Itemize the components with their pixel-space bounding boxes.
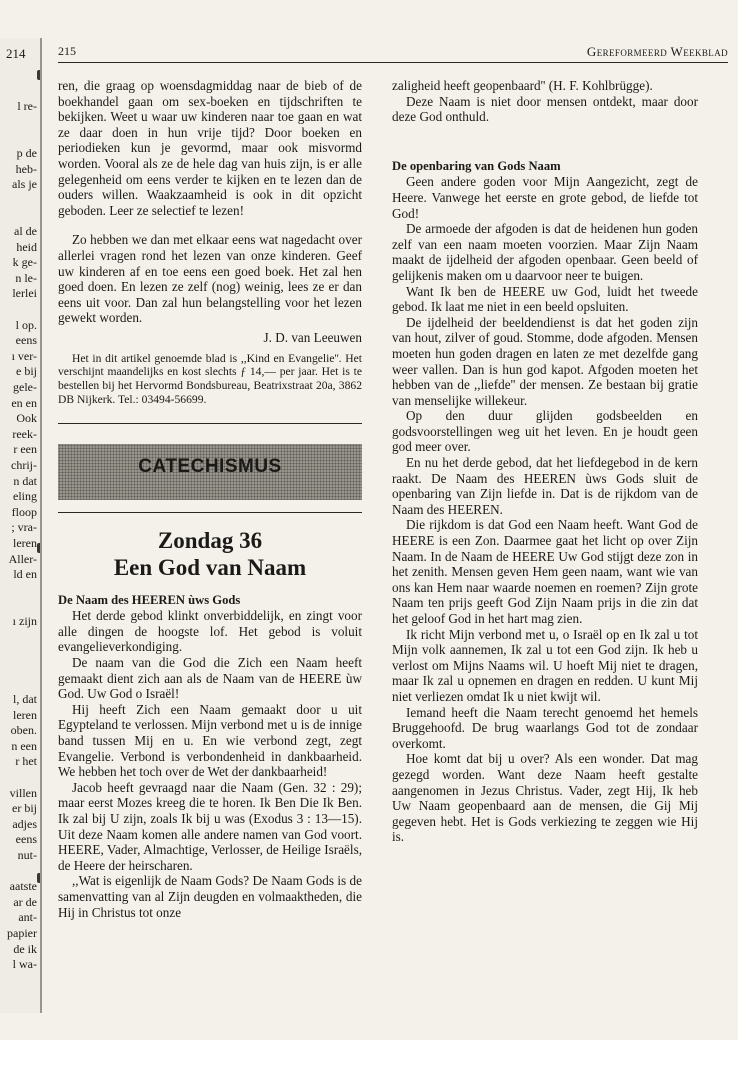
page-header — [58, 44, 728, 63]
article-paragraph: De ijdelheid der beeldendienst is dat het goden zijn van hout, zilver of goud. Stomme, dode afgoden. Mensen moeten hun goden dragen en laten ze met dezelfde gang weer vallen. Dan is hun god kapot. Afgoden moeten het hebben van de ,,liefde'' der mensen. Ze bestaan bij gratie van menselijke willekeur. — [392, 314, 698, 408]
article-paragraph: Geen andere goden voor Mijn Aangezicht, zegt de Heere. Vanwege het eerste en grote gebod, de liefde tot God! — [392, 174, 698, 221]
previous-page-fragment: l, dat — [13, 692, 37, 706]
previous-page-fragment: ; vra- — [11, 520, 37, 535]
previous-page-fragment: eens — [15, 333, 37, 348]
previous-page-fragment: r een — [13, 442, 37, 457]
previous-page-fragment: er bij — [12, 801, 37, 816]
previous-page-fragment: adjes — [12, 816, 37, 831]
previous-page-fragment: heb- — [15, 161, 37, 176]
previous-page-fragment: l re- — [17, 99, 37, 114]
article-paragraph: Zo hebben we dan met elkaar eens wat nagedacht over allerlei vragen rond het lezen van onze kinderen. Geef uw kinderen af en toe eens een goed boek. Het zal hen goed doen. En lezen ze zelf (nog) weinig, lees ze er dan eens uit voor. Dan zal hun belangstelling voor het lezen gewekt worden. — [58, 232, 362, 326]
previous-page-fragment: r het — [15, 754, 37, 769]
article-paragraph: Ik richt Mijn verbond met u, o Israël op en Ik zal u tot Mijn volk aannemen, Ik zal u tot een God zijn. Ik heb u verlost om Mijns Naams wil. U hoeft Mij niet te dragen, maar Ik zal u opnemen en dragen en redden. U kunt Mij niet verliezen omdat Ik u niet kwijt wil. — [392, 626, 698, 704]
article-paragraph: Die rijkdom is dat God een Naam heeft. Want God de HEERE is een Zon. Daarmee gaat het licht op over Zijn Naam. In de Naam de HEERE Uw God stijgt deze zon in het zenith. Mensen geven Hem geen naam, want wie van ons kan Hem naar waarde noemen en roemen? Zijn grote Naam ten prijs geeft God Zijn Naam prijs in die zin dat het geloof God in het hart mag zien. — [392, 517, 698, 626]
previous-page-fragment: heid — [16, 239, 37, 254]
previous-page-fragment: Ook — [16, 411, 37, 426]
previous-page-fragment: Aller- — [8, 551, 37, 566]
article-paragraph: Iemand heeft die Naam terecht genoemd het hemels Bruggehoofd. De brug waarlangs God tot de zondaar overkomt. — [392, 704, 698, 751]
article-paragraph: ren, die graag op woensdagmiddag naar de bieb of de boekhandel gaan om sex-boeken en tijdschriften te bekijken. Weet u waar uw kinderen naar toe gaan en wat ze daar doen in hun vrije tijd? Door boeken en periodieken kun je gevormd, maar ook misvormd worden. Vooral als ze de hele dag van huis zijn, is er alle gelegenheid om eens verder te kijken en te lezen dan de ouders willen. Waakzaamheid is ook in dit opzicht geboden. Leer ze selectief te lezen! — [58, 78, 362, 218]
right-column — [392, 78, 698, 845]
previous-page-number: 214 — [6, 46, 26, 61]
footnote: Het in dit artikel genoemde blad is ,,Kind en Evangelie''. Het verschijnt maandelijks en kost slechts ƒ 14,— per jaar. Het is te bestellen bij het Hervormd Bondsbureau, Beatrixstraat 20a, 3862 DB Nijkerk. Tel.: 03494-56699. — [58, 351, 362, 406]
subheading: De Naam des HEEREN ùws Gods — [58, 592, 241, 607]
article-paragraph: Hoe komt dat bij u over? Als een wonder. Dat mag gezegd worden. Want deze Naam heeft gestalte aangenomen in Jezus Christus. Vader, zegt Hij, Ik heb Uw Naam geopenbaard aan de mensen, die Gij Mij gegeven hebt. Het is Gods verkiezing te zeggen wie Hij is. — [392, 751, 698, 845]
previous-page-fragment: al de — [14, 224, 37, 238]
article-paragraph: Want Ik ben de HEERE uw God, luidt het tweede gebod. Ik laat me niet in een beeld opsluiten. — [392, 283, 698, 315]
article-paragraph: Op den duur glijden godsbeelden en godsvoorstellingen weg uit het leven. En je houdt geen god meer over. — [392, 408, 698, 455]
previous-page-fragment: nut- — [17, 848, 37, 862]
article-title-line: Zondag 36 — [157, 527, 263, 553]
previous-page-fragment: lerlei — [12, 286, 37, 301]
article-paragraph: De armoede der afgoden is dat de heidenen hun goden zelf van een naam moeten voorzien. Maar Zijn Naam maakt de ijdelheid der afgoden openbaar. Geen beeld of gelijkenis maken om u daarvoor neer te buigen. — [392, 221, 698, 283]
binding-tab — [37, 873, 42, 883]
previous-page-fragment: reek- — [12, 426, 37, 441]
previous-page-fragment: ld en — [13, 567, 37, 582]
article-paragraph: Jacob heeft gevraagd naar die Naam (Gen. 32 : 29); maar eerst Mozes kreeg die te horen. Ik Ben Die Ik Ben. Ik zal bij U zijn, zoals Ik bij u was (Exodus 3 : 13—15). Uit deze Naam komen alle andere namen van God voort. HEERE, Vader, Almachtige, Verlosser, de Heilige Israëls, de Heere der heirscharen. — [58, 779, 362, 873]
previous-page-fragment: e bij — [16, 364, 37, 379]
previous-page-fragment: n dat — [13, 473, 37, 488]
divider — [58, 512, 362, 513]
article-paragraph: zaligheid heeft geopenbaard'' (H. F. Kohlbrügge). — [392, 78, 653, 93]
previous-page-fragment: villen — [9, 785, 37, 800]
previous-page-fragment: ar de — [13, 894, 37, 909]
previous-page-fragment: als je — [12, 177, 37, 192]
previous-page-fragment: aatste — [9, 879, 37, 894]
previous-page-fragment: ı ver- — [11, 348, 37, 363]
divider — [58, 423, 362, 424]
article-paragraph: De naam van die God die Zich een Naam heeft gemaakt dient zich aan als de Naam van de HEERE ùw God. Uw God o Israël! — [58, 655, 362, 702]
section-band-label: CATECHISMUS — [138, 455, 282, 477]
previous-page-edge — [0, 38, 42, 1013]
left-column — [58, 78, 362, 920]
article-paragraph: Het derde gebod klinkt onverbiddelijk, en zingt voor alle dingen de hoogste lof. Het gebod is voluit evangelieverkondiging. — [58, 608, 362, 655]
article-paragraph: Deze Naam is niet door mensen ontdekt, maar door deze God onthuld. — [392, 93, 698, 125]
previous-page-fragment: eling — [13, 489, 37, 504]
article-paragraph: Hij heeft Zich een Naam gemaakt door u uit Egypteland te verlossen. Mijn verbond met u is de innige band tussen Mij en u. En wie verbond zegt, zegt Evangelie. Verbond is verbondenheid in dankbaarheid. We hebben het toch over de Wet der dankbaarheid! — [58, 701, 362, 780]
previous-page-fragment: n een — [11, 738, 37, 753]
previous-page-fragment: leren — [13, 536, 37, 550]
previous-page-fragment: leren — [13, 707, 37, 722]
previous-page-fragment: ant- — [18, 910, 37, 925]
article-title — [58, 527, 362, 581]
previous-page-fragment: l op. — [15, 317, 37, 332]
previous-page-fragment: gele- — [13, 380, 37, 394]
binding-tab — [37, 543, 42, 553]
previous-page-fragment: de ik — [13, 941, 37, 956]
previous-page-fragment: n le- — [15, 270, 37, 285]
spacer — [392, 125, 698, 159]
previous-page-fragment: chrij- — [11, 458, 37, 472]
previous-page-fragment: papier — [7, 926, 37, 940]
previous-page-fragment: k ge- — [12, 255, 37, 270]
binding-tab — [37, 70, 42, 80]
previous-page-fragment: oben. — [10, 723, 37, 738]
previous-page-fragment: eens — [15, 832, 37, 847]
publication-title: Gereformeerd Weekblad — [586, 44, 728, 59]
previous-page-fragment: p de — [16, 146, 37, 160]
previous-page-fragment: en en — [11, 395, 37, 410]
article-paragraph: ,,Wat is eigenlijk de Naam Gods? De Naam Gods is de samenvatting van al Zijn deugden en volmaaktheden, die Hij in Christus tot onze — [58, 873, 362, 920]
page-number: 215 — [58, 44, 76, 58]
article-title-line: Een God van Naam — [113, 554, 307, 580]
subheading: De openbaring van Gods Naam — [392, 158, 561, 173]
previous-page-fragment: ı zijn — [12, 614, 37, 628]
article-paragraph: En nu het derde gebod, dat het liefdegebod in de kern raakt. De Naam des HEEREN ùws Gods sluit de openbaring van Zijn liefde in. Dat is de rijkdom van de Naam des HEEREN. — [392, 455, 698, 517]
previous-page-fragment: l wa- — [12, 957, 37, 972]
previous-page-fragment: floop — [11, 504, 37, 519]
section-band — [58, 444, 362, 500]
author-signature: J. D. van Leeuwen — [263, 329, 362, 345]
spacer — [58, 218, 362, 232]
